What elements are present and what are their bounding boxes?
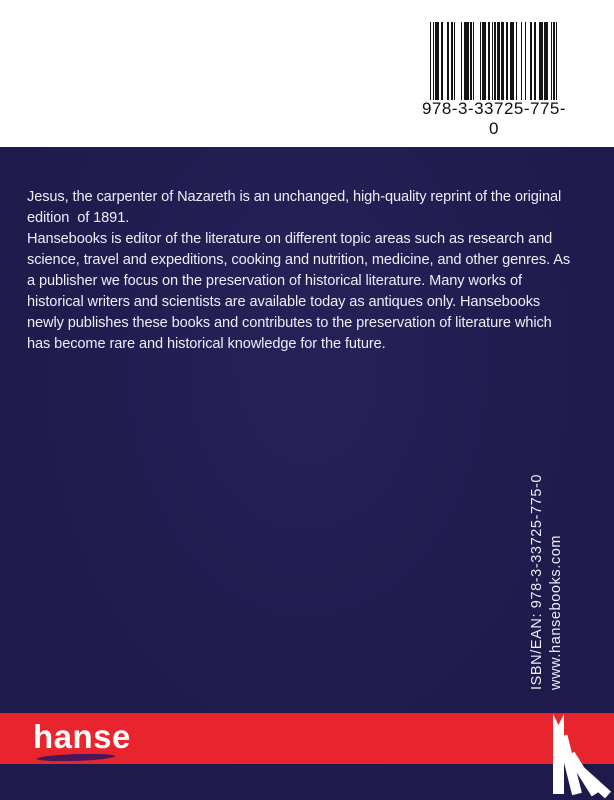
description-line: historical writers and scientists are available today as antiques only. Hansebooks: [27, 294, 541, 310]
description-line: Jesus, the carpenter of Nazareth is an unchanged, high-quality reprint of the original: [27, 189, 562, 205]
hanse-logo-swoosh: [35, 752, 119, 764]
barcode-panel: [0, 0, 614, 147]
website-text: www.hansebooks.com: [548, 534, 564, 690]
description-line: Hansebooks is editor of the literature on different topic areas such as research and: [27, 231, 553, 247]
spine-info: [528, 474, 566, 690]
isbn-ean-text: ISBN/EAN: 978-3-33725-775-0: [529, 473, 545, 690]
description-line: has become rare and historical knowledge for the future.: [27, 336, 386, 352]
hanse-logo: [33, 718, 153, 766]
barcode-number: 978-3-33725-775-0: [421, 99, 567, 138]
book-description: [27, 187, 593, 355]
description-line: edition of 1891.: [27, 210, 130, 226]
description-line: a publisher we focus on the preservation of historical literature. Many works of: [27, 273, 522, 289]
falling-books-icon: [544, 710, 614, 800]
hanse-wordmark: hanse: [33, 718, 131, 755]
barcode: [430, 22, 557, 100]
description-line: science, travel and expeditions, cooking and nutrition, medicine, and other genres. As: [27, 252, 571, 268]
description-line: newly publishes these books and contributes to the preservation of literature which: [27, 315, 552, 331]
